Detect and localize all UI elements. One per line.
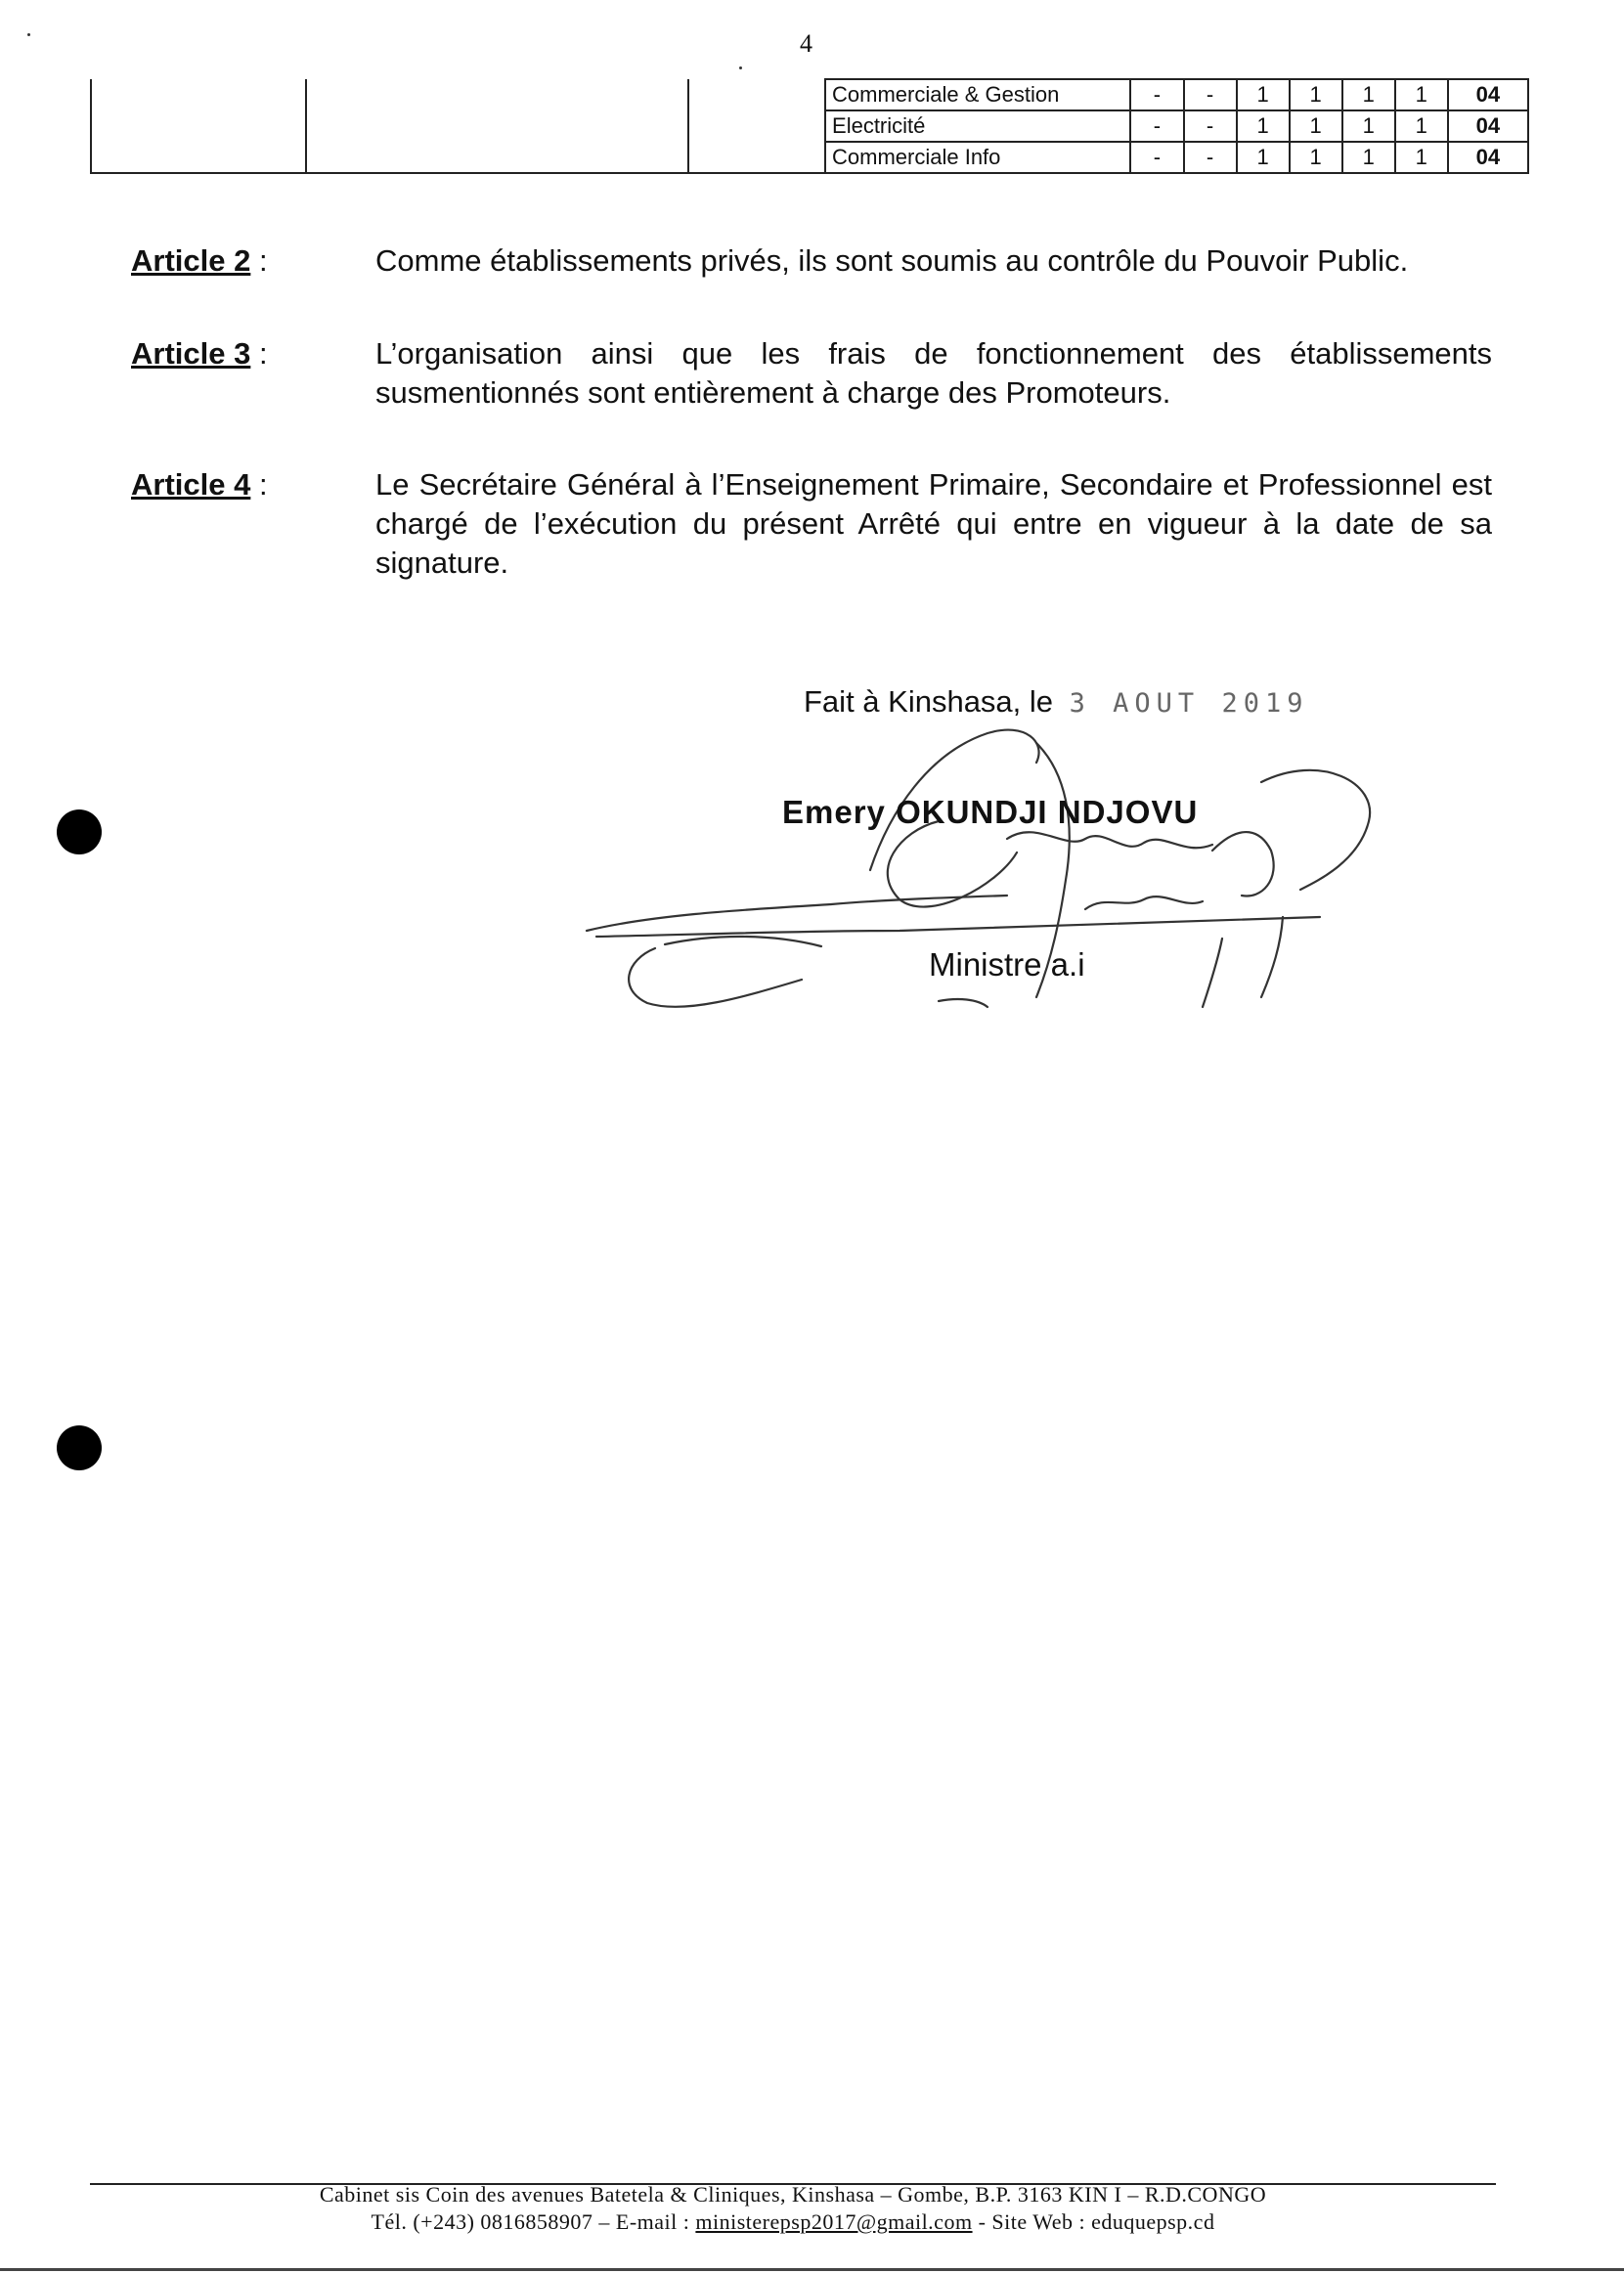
option-cell: Commerciale & Gestion	[825, 79, 1130, 110]
blank-cell	[306, 79, 688, 110]
count-cell: 1	[1395, 79, 1448, 110]
options-table	[90, 78, 1529, 174]
count-cell: 1	[1237, 79, 1290, 110]
count-cell: 1	[1290, 142, 1342, 173]
footer-email: ministerepsp2017@gmail.com	[695, 2209, 973, 2234]
count-cell: 1	[1395, 142, 1448, 173]
blank-cell	[306, 142, 688, 173]
signatory-name: Emery OKUNDJI NDJOVU	[782, 794, 1199, 830]
option-cell: Electricité	[825, 110, 1130, 142]
article-text: L’organisation ainsi que les frais de fonctionnement des établissements susmentionnés sont entièrement à charge des Promoteurs.	[375, 336, 1492, 410]
page-number: 4	[800, 29, 812, 58]
place: Fait à Kinshasa, le	[804, 684, 1054, 719]
count-cell: 1	[1290, 79, 1342, 110]
punch-hole	[57, 1425, 102, 1470]
article-4	[131, 465, 1492, 583]
count-cell: -	[1184, 142, 1237, 173]
article-text: Comme établissements privés, ils sont soumis au contrôle du Pouvoir Public.	[375, 243, 1409, 278]
option-cell: Commerciale Info	[825, 142, 1130, 173]
count-cell: 1	[1290, 110, 1342, 142]
count-cell: 1	[1342, 110, 1395, 142]
count-cell: -	[1130, 110, 1183, 142]
footer-website: - Site Web : eduquepsp.cd	[972, 2209, 1215, 2234]
blank-cell	[688, 79, 825, 110]
scan-speck	[739, 66, 742, 69]
scan-speck	[27, 33, 30, 36]
footer-contact	[90, 2209, 1496, 2235]
handwritten-signature	[577, 714, 1398, 1036]
count-cell: -	[1184, 110, 1237, 142]
footer-address: Cabinet sis Coin des avenues Batetela & Cliniques, Kinshasa – Gombe, B.P. 3163 KIN I – R.D.CONGO	[319, 2182, 1267, 2207]
place-and-date	[804, 684, 1308, 720]
count-cell: -	[1130, 142, 1183, 173]
article-label: Article 3 :	[131, 336, 268, 371]
count-cell: -	[1130, 79, 1183, 110]
punch-hole	[57, 809, 102, 854]
count-cell: 1	[1342, 142, 1395, 173]
article-label: Article 4 :	[131, 467, 268, 502]
blank-cell	[306, 110, 688, 142]
blank-cell	[91, 110, 306, 142]
signatory-title: Ministre a.i	[929, 946, 1085, 983]
total-cell: 04	[1448, 79, 1528, 110]
article-3	[131, 334, 1492, 413]
footer-phone: Tél. (+243) 0816858907 – E-mail :	[371, 2209, 696, 2234]
count-cell: 1	[1395, 110, 1448, 142]
article-2	[131, 241, 1492, 281]
total-cell: 04	[1448, 142, 1528, 173]
total-cell: 04	[1448, 110, 1528, 142]
count-cell: 1	[1237, 142, 1290, 173]
table-row	[91, 110, 1528, 142]
count-cell: 1	[1342, 79, 1395, 110]
blank-cell	[688, 110, 825, 142]
count-cell: -	[1184, 79, 1237, 110]
table-row	[91, 79, 1528, 110]
blank-cell	[91, 142, 306, 173]
blank-cell	[688, 142, 825, 173]
count-cell: 1	[1237, 110, 1290, 142]
scan-edge-line	[0, 2268, 1624, 2271]
article-label: Article 2 :	[131, 243, 268, 278]
blank-cell	[91, 79, 306, 110]
date-stamp: 3 AOUT 2019	[1069, 688, 1309, 719]
article-text: Le Secrétaire Général à l’Enseignement Primaire, Secondaire et Professionnel est chargé de l’exécution du présent Arrêté qui entre en vigueur à la date de sa signature.	[375, 467, 1492, 580]
table-row	[91, 142, 1528, 173]
